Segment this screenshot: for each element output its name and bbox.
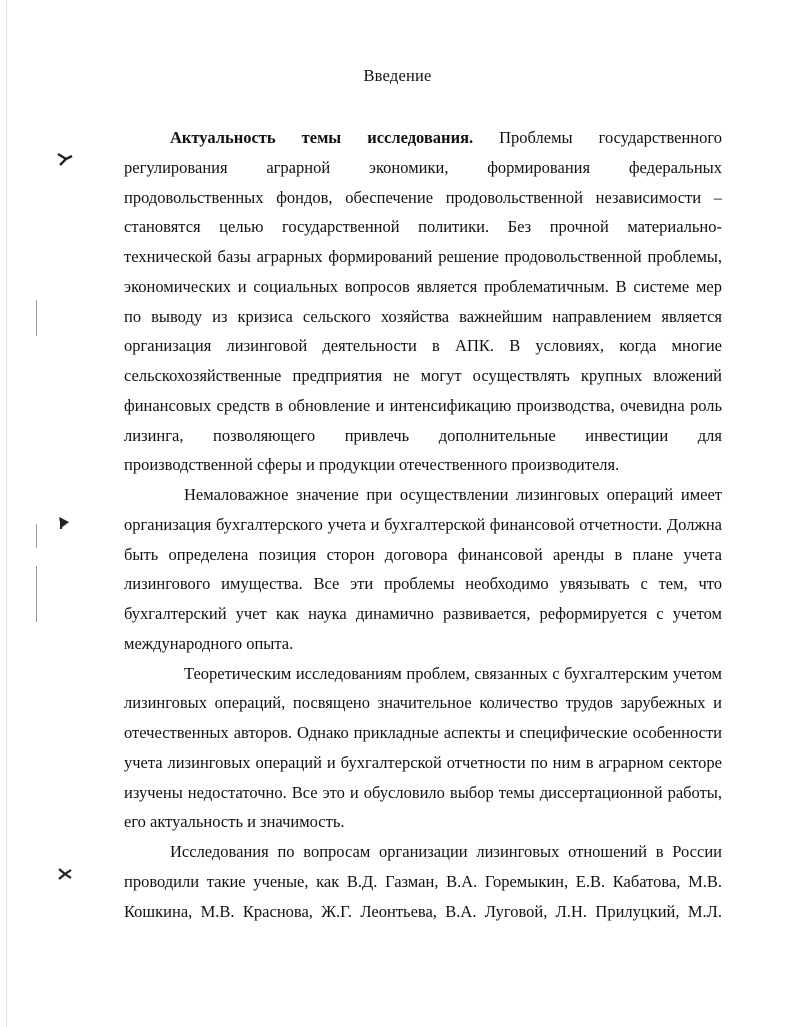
scan-mark-icon [56, 150, 74, 168]
scan-line [36, 566, 37, 622]
paragraph-research: Теоретическим исследованиям проблем, связанных с бухгалтерским учетом лизинговых операций, посвящено значительное количество трудов зарубежных и отечественных авторов. Однако прикладные аспекты и специфические особенности учета лизинговых операций и бухгалтерской отчетности по ним в аграрном секторе изучены недостаточно. Все это и обусловило выбор темы диссертационной работы, его актуальность и значимость. [124, 663, 722, 832]
paragraph-scholars: Исследования по вопросам организации лизинговых отношений в России проводили такие ученые, как В.Д. Газман, В.А. Горемыкин, Е.В. Кабатова, М.В. Кошкина, М.В. Краснова, Ж.Г. Леонтьева, В.А. Луговой, Л.Н. Прилуцкий, М.Л. [124, 842, 722, 921]
scan-mark-icon [56, 514, 74, 532]
paragraph-accounting: Немаловажное значение при осуществлении лизинговых операций имеет организация бухгалтерского учета и бухгалтерской финансовой отчетности. Должна быть определена позиция сторон договора финансовой аренды в плане учета лизингового имущества. Все эти проблемы необходимо увязывать с тем, что бухгалтерский учет как наука динамично развивается, реформируется с учетом международного опыта. [124, 485, 722, 653]
paragraph-text: Проблемы государственного регулирования аграрной экономики, формирования федеральных продовольственных фондов, обеспечение продовольственной независимости – становятся целью государственной политики. Без прочной материально-технической базы аграрных формирований решение продовольственной проблемы, экономических и социальных вопросов является проблематичным. В системе мер по выводу из кризиса сельского хозяйства важнейшим направлением является организация лизинговой деятельности в АПК. В условиях, когда многие сельскохозяйственные предприятия не могут осуществлять крупных вложений финансовых средств в обновление и интенсификацию производства, очевидна роль лизинга, позволяющего привлечь дополнительные инвестиции для производственной сферы и продукции отечественного производителя. [124, 128, 722, 475]
document-body [124, 123, 722, 926]
page-title: Введение [363, 66, 432, 85]
scan-line [36, 300, 37, 336]
paragraph-relevance [124, 123, 722, 480]
scan-mark-icon [56, 866, 74, 882]
paragraph-lead: Актуальность темы исследования. [170, 128, 474, 147]
scan-edge [6, 0, 7, 1027]
scan-line [36, 524, 37, 548]
